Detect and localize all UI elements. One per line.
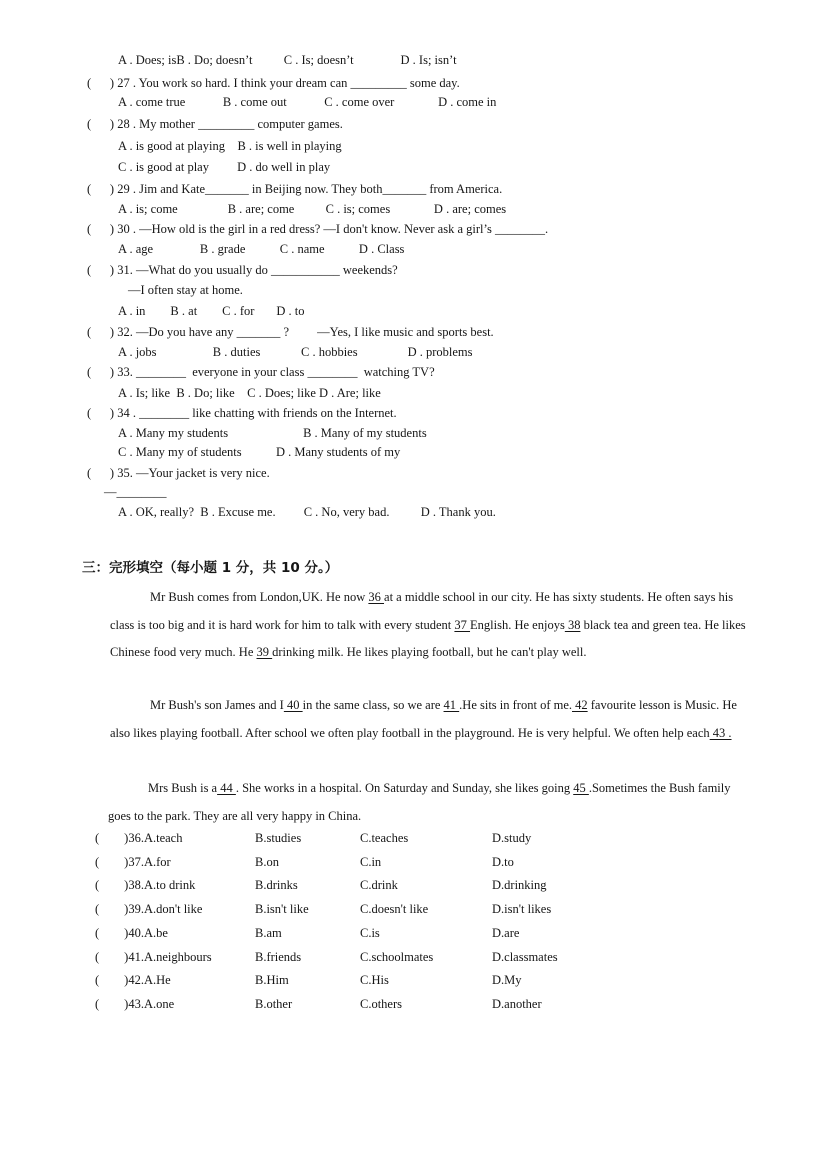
option-d: D.are xyxy=(492,925,520,940)
option-c: C.is xyxy=(360,925,380,940)
option-b: B.other xyxy=(255,996,293,1011)
option-c: C.teaches xyxy=(360,831,409,845)
q30-options: A . age B . grade C . name D . Class xyxy=(118,242,405,256)
option-c: C.drink xyxy=(360,878,398,893)
q31-options: A . in B . at C . for D . to xyxy=(118,304,305,318)
q28-options-2: C . is good at play D . do well in play xyxy=(118,160,331,174)
option-row-label: ( )37.A.for xyxy=(95,854,171,869)
q27-stem: ( ) 27 . You work so hard. I think your dream can _________ some day. xyxy=(87,76,460,90)
option-row-label: ( )41.A.neighbours xyxy=(95,949,212,964)
option-row-label: ( )43.A.one xyxy=(95,996,175,1011)
passage-paragraph-3: Mrs Bush is a 44 . She works in a hospital. On Saturday and Sunday, she likes going 45 .Sometimes the Bush family goes to the park. They are all very happy in China. xyxy=(108,781,731,823)
q33-options: A . Is; like B . Do; like C . Does; like D . Are; like xyxy=(118,386,381,400)
q35-stem: ( ) 35. —Your jacket is very nice. xyxy=(87,466,270,480)
option-row-label: ( )38.A.to drink xyxy=(95,878,196,893)
option-c: C.in xyxy=(360,854,382,869)
option-b: B.am xyxy=(255,925,282,940)
option-d: D.isn't likes xyxy=(492,902,552,917)
q35-options: A . OK, really? B . Excuse me. C . No, very bad. D . Thank you. xyxy=(118,505,496,519)
q26-options: A . Does; isB . Do; doesn’t C . Is; doesn’t D . Is; isn’t xyxy=(118,53,457,67)
q34-stem: ( ) 34 . ________ like chatting with friends on the Internet. xyxy=(87,406,397,420)
q32-options: A . jobs B . duties C . hobbies D . problems xyxy=(118,345,473,359)
q33-stem: ( ) 33. ________ everyone in your class ________ watching TV? xyxy=(87,365,435,379)
passage-paragraph-1: Mr Bush comes from London,UK. He now 36 at a middle school in our city. He has sixty students. He often says his class is too big and it is hard work for him to talk with every student 37 English. He enjoys 38 black tea and green tea. He likes Chinese food very much. He 39 drinking milk. He likes playing football, but he can't play well. xyxy=(110,590,746,659)
option-c: C.His xyxy=(360,973,389,988)
option-b: B.Him xyxy=(255,973,289,988)
section-3-heading: 三：完形填空（每小题 1 分，共 10 分。） xyxy=(82,560,339,576)
option-b: B.studies xyxy=(255,831,302,845)
option-c: C.doesn't like xyxy=(360,902,429,917)
q32-stem: ( ) 32. —Do you have any _______ ? —Yes, I like music and sports best. xyxy=(87,325,494,339)
q27-options: A . come true B . come out C . come over D . come in xyxy=(118,95,497,109)
option-d: D.another xyxy=(492,996,542,1011)
option-c: C.others xyxy=(360,996,403,1011)
q30-stem: ( ) 30 . —How old is the girl in a red dress? —I don't know. Never ask a girl’s ________. xyxy=(87,222,549,236)
q28-options-1: A . is good at playing B . is well in playing xyxy=(118,139,342,153)
q34-options-2: C . Many my of students D . Many students of my xyxy=(118,445,401,459)
option-b: B.drinks xyxy=(255,878,298,893)
option-b: B.on xyxy=(255,854,279,869)
option-b: B.isn't like xyxy=(255,902,309,917)
option-row-label: ( )42.A.He xyxy=(95,973,171,988)
option-d: D.study xyxy=(492,831,532,845)
option-d: D.to xyxy=(492,854,514,869)
q35-reply-blank: —________ xyxy=(104,485,167,499)
q28-stem: ( ) 28 . My mother _________ computer games. xyxy=(87,117,343,131)
option-c: C.schoolmates xyxy=(360,949,434,964)
q29-options: A . is; come B . are; come C . is; comes D . are; comes xyxy=(118,202,507,216)
q31-stem: ( ) 31. —What do you usually do ___________ weekends? xyxy=(87,263,398,277)
q31-reply: —I often stay at home. xyxy=(128,283,243,297)
option-row-label: ( )39.A.don't like xyxy=(95,902,203,917)
q34-options-1: A . Many my students B . Many of my students xyxy=(118,426,427,440)
passage-paragraph-2: Mr Bush's son James and I 40 in the same class, so we are 41 .He sits in front of me. 42 favourite lesson is Music. He also likes playing football. After school we often play football in the playground. He is very helpful. We often help each 43 . xyxy=(110,698,737,740)
option-d: D.My xyxy=(492,973,522,988)
option-d: D.classmates xyxy=(492,949,558,964)
option-b: B.friends xyxy=(255,949,302,964)
option-row-label: ( )40.A.be xyxy=(95,925,168,940)
option-row-label: ( )36.A.teach xyxy=(95,831,183,845)
q29-stem: ( ) 29 . Jim and Kate_______ in Beijing now. They both_______ from America. xyxy=(87,182,503,196)
option-d: D.drinking xyxy=(492,878,547,893)
